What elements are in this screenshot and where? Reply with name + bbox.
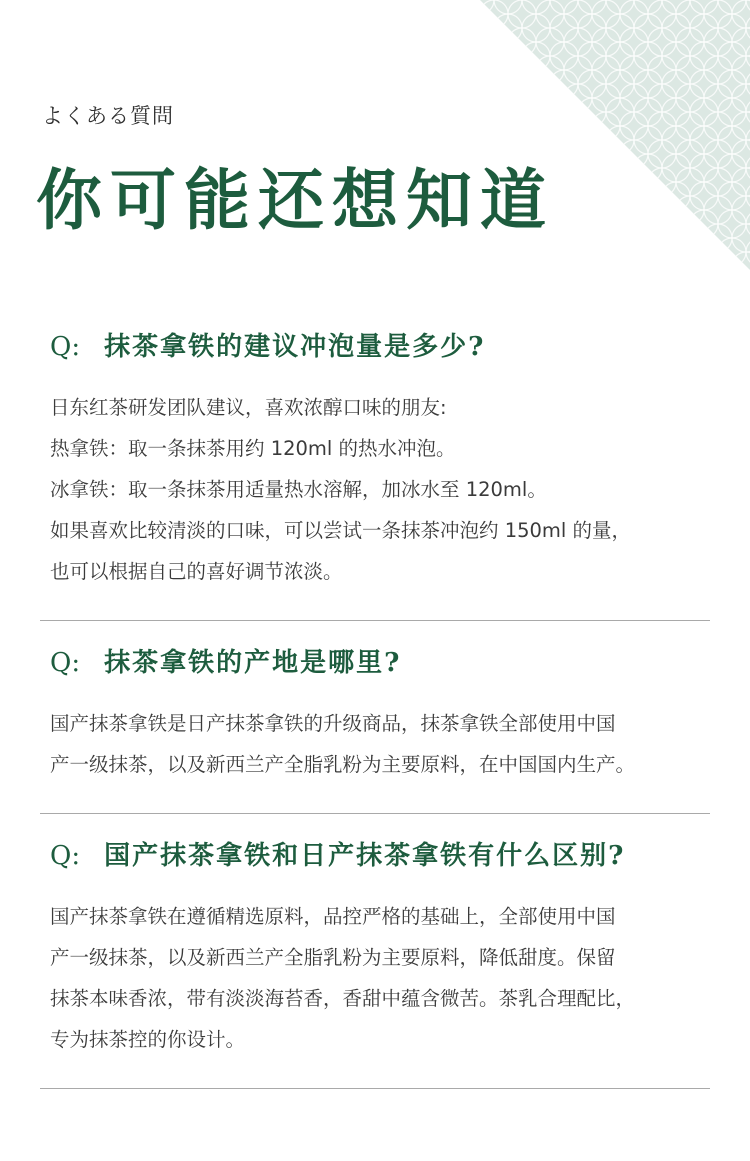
faq-answer bbox=[50, 896, 710, 1060]
faq-list bbox=[0, 305, 750, 1089]
answer-line: 国产抹茶拿铁在遵循精选原料，品控严格的基础上，全部使用中国 bbox=[50, 905, 616, 928]
answer-line: 产一级抹茶，以及新西兰产全脂乳粉为主要原料，在中国国内生产。 bbox=[50, 753, 636, 776]
answer-line: 国产抹茶拿铁是日产抹茶拿铁的升级商品，抹茶拿铁全部使用中国 bbox=[50, 712, 616, 735]
answer-line: 产一级抹茶，以及新西兰产全脂乳粉为主要原料，降低甜度。保留 bbox=[50, 946, 616, 969]
answer-line: 热拿铁：取一条抹茶用约 120ml 的热水冲泡。 bbox=[50, 437, 456, 460]
faq-answer bbox=[50, 703, 710, 785]
answer-line: 也可以根据自己的喜好调节浓淡。 bbox=[50, 560, 343, 583]
faq-answer bbox=[50, 387, 710, 592]
q-prefix: Q: bbox=[50, 841, 81, 871]
answer-line: 日东红茶研发团队建议，喜欢浓醇口味的朋友: bbox=[50, 396, 447, 419]
faq-item bbox=[40, 621, 710, 814]
faq-item bbox=[40, 305, 710, 621]
section-eyebrow: よくある質問 bbox=[42, 104, 174, 128]
faq-question bbox=[50, 836, 710, 876]
faq-item bbox=[40, 814, 710, 1089]
faq-question bbox=[50, 327, 710, 367]
answer-line: 如果喜欢比较清淡的口味，可以尝试一条抹茶冲泡约 150ml 的量， bbox=[50, 519, 632, 542]
faq-question bbox=[50, 643, 710, 683]
q-prefix: Q: bbox=[50, 648, 81, 678]
answer-line: 冰拿铁：取一条抹茶用适量热水溶解，加冰水至 120ml。 bbox=[50, 478, 547, 501]
page-title: 你可能还想知道 bbox=[36, 161, 554, 239]
question-text: 抹茶拿铁的产地是哪里? bbox=[104, 648, 402, 678]
q-prefix: Q: bbox=[50, 332, 81, 362]
answer-line: 专为抹茶控的你设计。 bbox=[50, 1028, 246, 1051]
answer-line: 抹茶本味香浓，带有淡淡海苔香，香甜中蕴含微苦。茶乳合理配比， bbox=[50, 987, 636, 1010]
question-text: 抹茶拿铁的建议冲泡量是多少? bbox=[104, 332, 486, 362]
question-text: 国产抹茶拿铁和日产抹茶拿铁有什么区别? bbox=[104, 841, 626, 871]
